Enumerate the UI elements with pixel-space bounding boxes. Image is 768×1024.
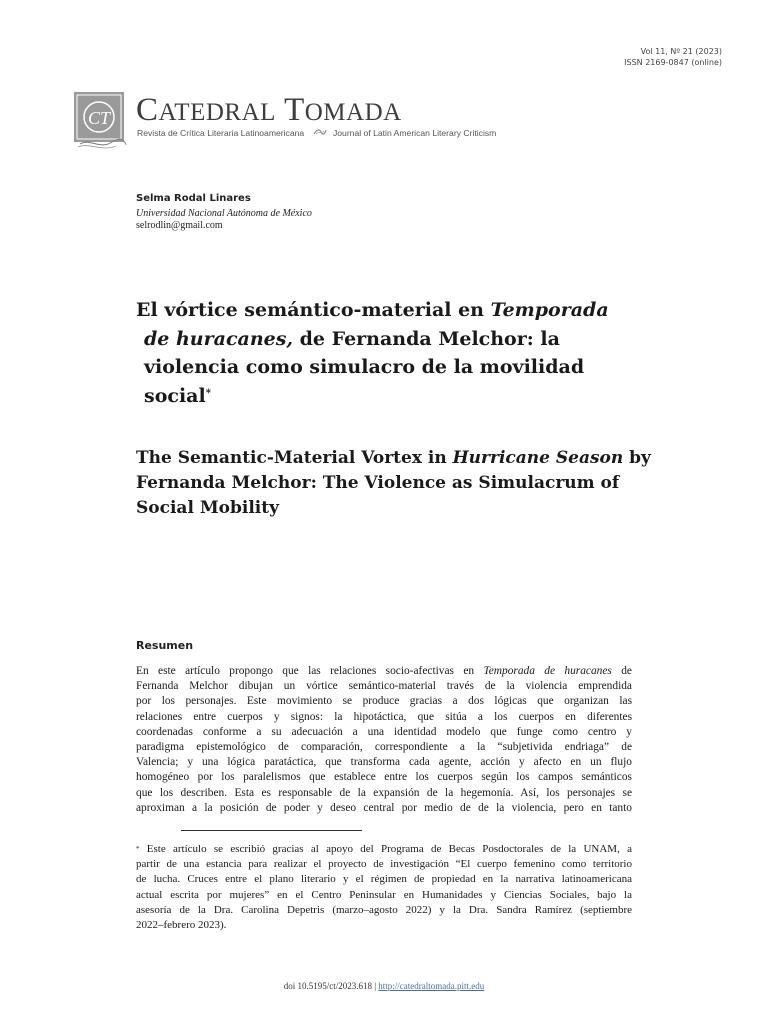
footnote (136, 842, 632, 933)
abstract-line: coordenadas conforme a su adecuación a una identidad modelo que funge como centro y (136, 725, 632, 738)
journal-subtitle-en: Journal of Latin American Literary Criticism (332, 128, 497, 138)
journal-name-c: C (136, 92, 159, 128)
title-es-line-4-text: social (144, 384, 206, 407)
title-english (136, 446, 656, 521)
title-en-line-2: Fernanda Melchor: The Violence as Simulacrum of (136, 473, 620, 493)
title-es-line-1 (136, 296, 636, 325)
footnote-line: de lucha. Cruces entre el plano literario y el régimen de propiedad en la narrativa latinoamericana (136, 873, 632, 886)
title-es-line-2-italic: de huracanes, (144, 327, 294, 350)
abstract-line (136, 664, 632, 679)
journal-name-t: T (284, 92, 305, 128)
abstract-heading: Resumen (136, 639, 194, 652)
title-en-line-1-italic: Hurricane Season (452, 448, 624, 468)
footnote-line: actual escrita por mujeres” en el Centro Peninsular en Humanidades y Ciencias Sociales, bajo la (136, 888, 632, 901)
abstract-line: relaciones entre cuerpos y signos: la hipotáctica, que sitúa a los cuerpos en diferentes (136, 710, 632, 723)
abstract-line: paradigma epistemológico de comparación, correspondiente a la “subjetivida endriaga” de (136, 741, 632, 754)
svg-text:CT: CT (87, 108, 111, 128)
abstract-line: por los personajes. Este movimiento se produce gracias a dos lógicas que organizan las (136, 695, 632, 708)
abstract-body (136, 664, 632, 816)
volume-info (624, 46, 722, 68)
title-en-line-1-text: The Semantic-Material Vortex in (136, 448, 453, 468)
abstract-line-1-italic: Temporada de huracanes (483, 665, 612, 677)
issn: ISSN 2169-0847 (online) (624, 58, 722, 67)
journal-name-atedral: ATEDRAL (158, 99, 276, 126)
volume-issue: Vol 11, Nº 21 (2023) (640, 47, 722, 56)
title-es-line-2-text: de Fernanda Melchor: la (293, 327, 560, 350)
title-es-line-4 (136, 382, 636, 411)
footnote-line: asesoría de la Dra. Carolina Depetris (marzo–agosto 2022) y la Dra. Sandra Ramírez (septiembre (136, 903, 632, 916)
author-affiliation: Universidad Nacional Autónoma de México (136, 208, 312, 219)
abstract-line-1-post: de (611, 665, 632, 677)
abstract-line: que los describen. Esta es responsable de la expansión de la hegemonía. Así, los personajes se (136, 786, 632, 799)
author-name: Selma Rodal Linares (136, 193, 251, 204)
doi-separator: | (371, 981, 379, 991)
footnote-mark: * (136, 845, 140, 853)
abstract-line: aproximan a la posición de poder y deseo central por medio de de la violencia, pero en tanto (136, 801, 632, 814)
title-en-line-1-post: by (623, 448, 651, 468)
title-es-line-1-text: El vórtice semántico-material en (136, 299, 491, 321)
footnote-line-1-text: Este artículo se escribió gracias al apoyo del Programa de Becas Posdoctorales de la UNAM, a (139, 843, 632, 855)
abstract-line: homogéneo por los paralelismos que establece entre los cuerpos según los campos semánticos (136, 771, 632, 784)
title-en-line-3: Social Mobility (136, 498, 279, 518)
journal-name-omada: OMADA (304, 99, 402, 126)
title-es-line-2 (136, 325, 636, 354)
journal-name (136, 92, 402, 129)
ornament-icon (313, 128, 327, 138)
journal-emblem-icon (72, 90, 128, 150)
title-es-line-3: violencia como simulacro de la movilidad (144, 356, 585, 378)
journal-subtitle (137, 128, 496, 138)
title-spanish (136, 296, 636, 410)
abstract-line-1-text: En este artículo propongo que las relaciones socio-afectivas en (136, 665, 484, 677)
author-email: selrodlin@gmail.com (136, 220, 223, 231)
doi-footer (0, 981, 768, 991)
doi-text: doi 10.5195/ct/2023.618 (283, 981, 372, 991)
footnote-line: partir de una estancia para realizar el proyecto de investigación “El cuerpo femenino como territorio (136, 858, 632, 871)
title-es-line-1-italic: Temporada (490, 299, 609, 321)
footnote-line (136, 842, 632, 857)
journal-url-link[interactable]: http://catedraltomada.pitt.edu (378, 981, 485, 991)
abstract-line: Valencia; y una lógica paratáctica, que transforma cada agente, acción y afecto en un flujo (136, 756, 632, 769)
footnote-divider (181, 830, 362, 831)
journal-subtitle-es: Revista de Crítica Literaria Latinoamericana (137, 128, 305, 138)
abstract-line: Fernanda Melchor dibujan un vórtice semántico-material través de la violencia emprendida (136, 680, 632, 693)
title-footnote-mark[interactable]: * (205, 387, 211, 399)
footnote-line: 2022–febrero 2023). (136, 919, 227, 932)
title-en-line-1 (136, 446, 656, 471)
